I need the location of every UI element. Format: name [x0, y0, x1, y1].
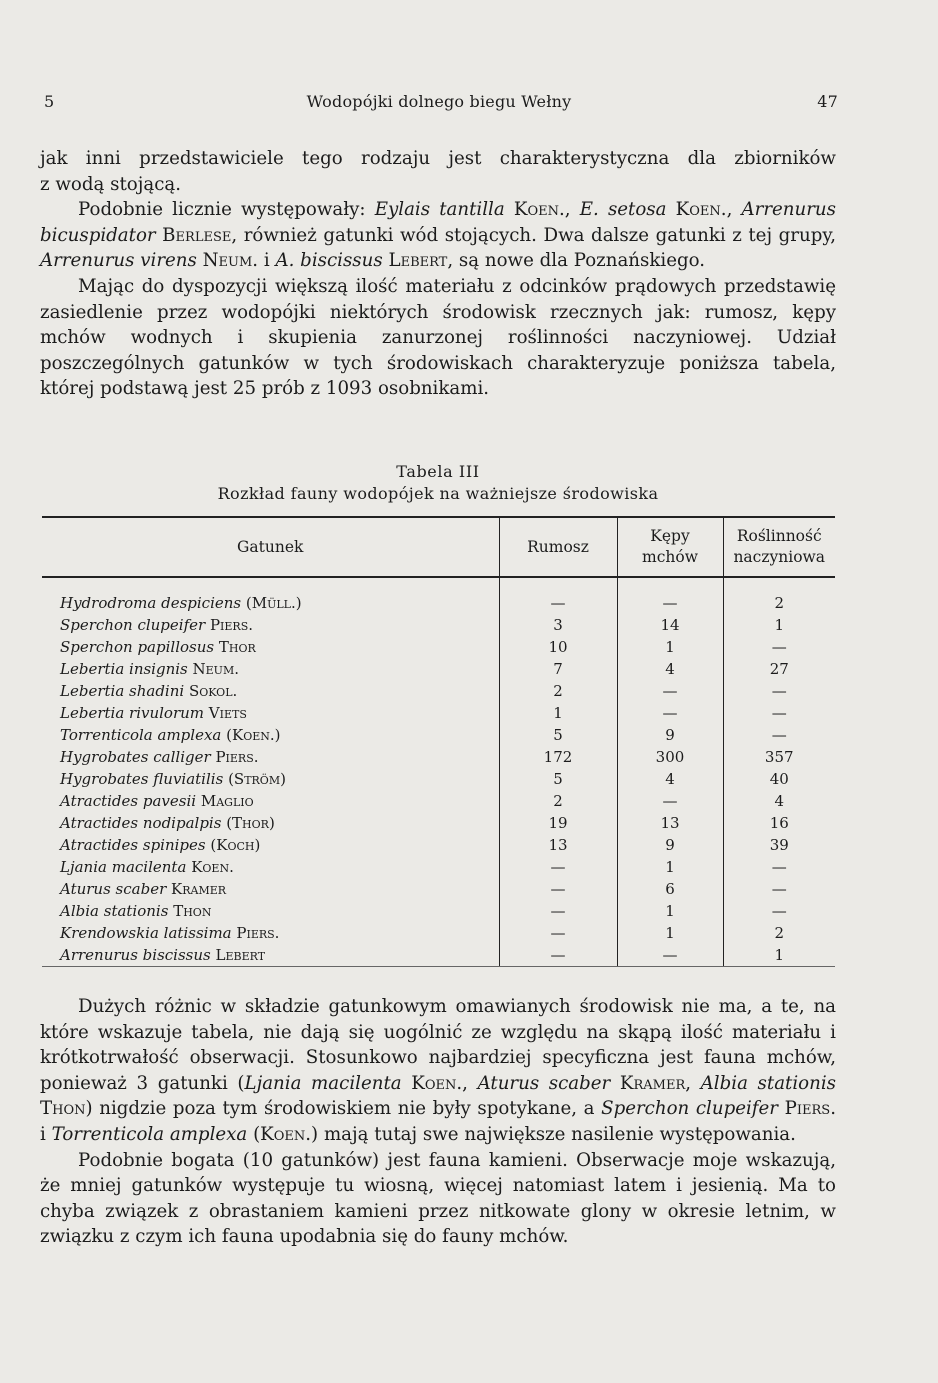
species-cell [42, 577, 499, 614]
count-cell-rosl: 1 [723, 614, 835, 636]
count-cell-rosl: — [723, 724, 835, 746]
text-run: , [685, 1072, 701, 1094]
author-name: Koen. [675, 199, 727, 221]
count-cell-rumosz: 10 [499, 636, 617, 658]
count-cell-rumosz: 7 [499, 658, 617, 680]
text-run: , [462, 1072, 478, 1094]
count-cell-rumosz: 19 [499, 812, 617, 834]
count-cell-kepy: — [617, 680, 723, 702]
count-cell-kepy: 1 [617, 856, 723, 878]
count-cell-kepy: 9 [617, 724, 723, 746]
author-name: Neum. [202, 250, 259, 272]
author-name: Sokol. [188, 682, 238, 700]
table-body [42, 577, 835, 967]
count-cell-kepy: 4 [617, 658, 723, 680]
author-name: Koen. [513, 199, 565, 221]
species-cell [42, 878, 499, 900]
author-name: Kramer [171, 880, 227, 898]
page-header [40, 92, 838, 114]
count-cell-kepy: 1 [617, 922, 723, 944]
text-run: Dużych różnic w składzie gatunkowym omawianych środowisk nie ma, a te, na które wskazuje tabela, nie dają się uogólnić ze względu na skąpą ilość materiału i krótkotrwałość obserwacji. Stosunkowo najbardziej specyficzna jest fauna mchów, ponieważ 3 gatunki ( [40, 996, 836, 1094]
text-run: , również gatunki wód stojących. Dwa dalsze gatunki z tej grupy, [231, 224, 836, 246]
header-label: Kępy [650, 527, 690, 545]
species-name: Albia stationis [60, 902, 169, 920]
count-cell-rumosz: 5 [499, 768, 617, 790]
author-name: Thor [218, 638, 256, 656]
count-cell-rumosz: 5 [499, 724, 617, 746]
count-cell-rumosz: 13 [499, 834, 617, 856]
count-cell-kepy: — [617, 944, 723, 967]
author-name: Piers. [236, 924, 280, 942]
species-name: Aturus scaber [477, 1072, 611, 1094]
count-cell-rosl: — [723, 702, 835, 724]
text-run: i [258, 250, 276, 272]
table-row [42, 834, 835, 856]
table-row [42, 577, 835, 614]
count-cell-rosl: — [723, 878, 835, 900]
species-cell [42, 746, 499, 768]
count-cell-rumosz: 2 [499, 680, 617, 702]
species-cell [42, 790, 499, 812]
table-row [42, 900, 835, 922]
species-name: Lebertia shadini [60, 682, 185, 700]
species-name: Atractides pavesii [60, 792, 197, 810]
count-cell-kepy: 1 [617, 900, 723, 922]
species-name: Atractides nodipalpis [60, 814, 222, 832]
species-name: Sperchon clupeifer [60, 616, 206, 634]
author-name: Lebert [388, 250, 448, 272]
count-cell-rosl: 39 [723, 834, 835, 856]
header-label: Rumosz [527, 537, 589, 556]
species-cell [42, 702, 499, 724]
count-cell-rumosz: — [499, 878, 617, 900]
column-header-species [42, 517, 499, 577]
intro-text [40, 146, 836, 402]
table-title: Rozkład fauny wodopójek na ważniejsze środowiska [217, 484, 659, 503]
author-name: (Ström) [228, 770, 286, 788]
text-run: i [40, 1123, 52, 1145]
outro-text [40, 994, 836, 1250]
count-cell-rumosz: 3 [499, 614, 617, 636]
count-cell-rumosz: 1 [499, 702, 617, 724]
fauna-table [42, 516, 835, 967]
author-name: Neum. [192, 660, 239, 678]
column-header-kepy-mchow [617, 517, 723, 577]
count-cell-kepy: 14 [617, 614, 723, 636]
text-run: , [726, 199, 742, 221]
species-cell [42, 834, 499, 856]
count-cell-rosl: — [723, 680, 835, 702]
table-row [42, 746, 835, 768]
table-row [42, 768, 835, 790]
table-row [42, 812, 835, 834]
intro-paragraph-3: Mając do dyspozycji większą ilość materiału z odcinków prądowych przedstawię zasiedlenie przez wodopójki niektórych środowisk rzecznych jak: rumosz, kępy mchów wodnych i skupienia zanurzonej roślinności naczyniowej. Udział poszczególnych gatunków w tych środowiskach charakteryzuje poniższa tabela, której podstawą jest 25 prób z 1093 osobnikami. [40, 275, 836, 400]
table-row [42, 878, 835, 900]
count-cell-kepy: 300 [617, 746, 723, 768]
count-cell-rosl: 2 [723, 922, 835, 944]
species-name: Ljania macilenta [60, 858, 187, 876]
table-row [42, 944, 835, 967]
count-cell-rosl: 16 [723, 812, 835, 834]
author-name: (Thor) [226, 814, 275, 832]
species-cell [42, 614, 499, 636]
species-name: Arrenurus bicuspidator [40, 199, 836, 246]
table-row [42, 922, 835, 944]
species-name: Krendowskia latissima [60, 924, 232, 942]
species-name: Sperchon clupeifer [601, 1098, 778, 1120]
table-header [42, 517, 835, 577]
count-cell-kepy: 4 [617, 768, 723, 790]
species-name: Arrenurus biscissus [60, 946, 211, 964]
author-name: Piers. [215, 748, 259, 766]
species-name: Ljania macilenta [244, 1072, 402, 1094]
count-cell-rosl: — [723, 856, 835, 878]
table-row [42, 790, 835, 812]
count-cell-rumosz: — [499, 922, 617, 944]
table-row [42, 636, 835, 658]
species-cell [42, 944, 499, 967]
count-cell-rumosz: — [499, 856, 617, 878]
count-cell-kepy: — [617, 790, 723, 812]
species-cell [42, 900, 499, 922]
author-name: Thon [173, 902, 212, 920]
intro-paragraph-2 [40, 197, 836, 274]
count-cell-kepy: — [617, 577, 723, 614]
table-row [42, 702, 835, 724]
author-name: (Koen.) [253, 1123, 319, 1145]
count-cell-rosl: 1 [723, 944, 835, 967]
intro-line-1: jak inni przedstawiciele tego rodzaju jest charakterystyczna dla zbiorników [40, 148, 836, 169]
author-name: Piers. [209, 616, 254, 634]
count-cell-rosl: — [723, 900, 835, 922]
species-name: Torrenticola amplexa [60, 726, 222, 744]
count-cell-rumosz: 2 [499, 790, 617, 812]
header-label: naczyniowa [733, 548, 826, 566]
author-name: (Koch) [210, 836, 261, 854]
count-cell-rumosz: — [499, 944, 617, 967]
header-label: Roślinność [736, 527, 822, 545]
author-name: Thon [40, 1098, 86, 1120]
table-label: Tabela III [396, 462, 480, 481]
species-cell [42, 658, 499, 680]
page-number-right: 47 [817, 92, 838, 111]
page-number-left: 5 [44, 92, 55, 111]
table-row [42, 856, 835, 878]
author-name: (Müll.) [245, 594, 302, 612]
species-name: Arrenurus virens [40, 250, 197, 272]
count-cell-rosl: 357 [723, 746, 835, 768]
text-run: , są nowe dla Poznańskiego. [447, 250, 706, 272]
count-cell-kepy: 13 [617, 812, 723, 834]
text-run: , [564, 199, 580, 221]
author-name: Kramer [619, 1072, 686, 1094]
species-name: Hygrobates fluviatilis [60, 770, 224, 788]
outro-paragraph-1 [40, 994, 836, 1148]
species-cell [42, 680, 499, 702]
species-cell [42, 636, 499, 658]
species-name: Sperchon papillosus [60, 638, 215, 656]
species-name: Aturus scaber [60, 880, 167, 898]
count-cell-kepy: 1 [617, 636, 723, 658]
author-name: Viets [208, 704, 247, 722]
species-name: Hygrobates calliger [60, 748, 211, 766]
count-cell-rumosz: — [499, 577, 617, 614]
count-cell-kepy: 6 [617, 878, 723, 900]
text-run: Podobnie licznie występowały: [78, 199, 375, 221]
outro-paragraph-2: Podobnie bogata (10 gatunków) jest fauna kamieni. Obserwacje moje wskazują, że mniej gatunków występuje tu wiosną, więcej natomiast latem i jesienią. Ma to chyba związek z obrastaniem kamieni przez nitkowate glony w okresie letnim, w związku z czym ich fauna upodabnia się do fauny mchów. [40, 1149, 836, 1248]
table-row [42, 680, 835, 702]
header-label: Gatunek [237, 537, 304, 556]
count-cell-kepy: — [617, 702, 723, 724]
text-run: ) nigdzie poza tym środowiskiem nie były spotykane, a [85, 1098, 602, 1120]
table-row [42, 724, 835, 746]
count-cell-rosl: — [723, 636, 835, 658]
species-cell [42, 768, 499, 790]
species-cell [42, 812, 499, 834]
running-title: Wodopójki dolnego biegu Wełny [306, 92, 572, 111]
species-name: Atractides spinipes [60, 836, 206, 854]
species-cell [42, 922, 499, 944]
column-header-rumosz [499, 517, 617, 577]
author-name: Berlese [162, 224, 232, 246]
author-name: Maglio [200, 792, 254, 810]
author-name: (Koen.) [226, 726, 281, 744]
table-row [42, 614, 835, 636]
species-cell [42, 724, 499, 746]
author-name: Piers. [784, 1098, 836, 1120]
species-name: Lebertia insignis [60, 660, 188, 678]
count-cell-rumosz: 172 [499, 746, 617, 768]
count-cell-kepy: 9 [617, 834, 723, 856]
author-name: Lebert [215, 946, 266, 964]
table-row [42, 658, 835, 680]
author-name: Koen. [411, 1072, 463, 1094]
text-run: mają tutaj swe największe nasilenie występowania. [318, 1123, 796, 1145]
species-name: Lebertia rivulorum [60, 704, 205, 722]
count-cell-rosl: 27 [723, 658, 835, 680]
author-name: Koen. [191, 858, 234, 876]
species-name: Eylais tantilla [374, 199, 505, 221]
count-cell-rosl: 40 [723, 768, 835, 790]
count-cell-rosl: 4 [723, 790, 835, 812]
intro-line-2: z wodą stojącą. [40, 173, 182, 195]
species-name: Hydrodroma despiciens [60, 594, 242, 612]
species-name: E. setosa [579, 199, 667, 221]
column-header-roslinnosc [723, 517, 835, 577]
species-name: A. biscissus [275, 250, 383, 272]
count-cell-rumosz: — [499, 900, 617, 922]
species-cell [42, 856, 499, 878]
species-name: Torrenticola amplexa [51, 1123, 248, 1145]
table-header-row [42, 517, 835, 577]
count-cell-rosl: 2 [723, 577, 835, 614]
header-label: mchów [642, 548, 698, 566]
species-name: Albia stationis [700, 1072, 836, 1094]
